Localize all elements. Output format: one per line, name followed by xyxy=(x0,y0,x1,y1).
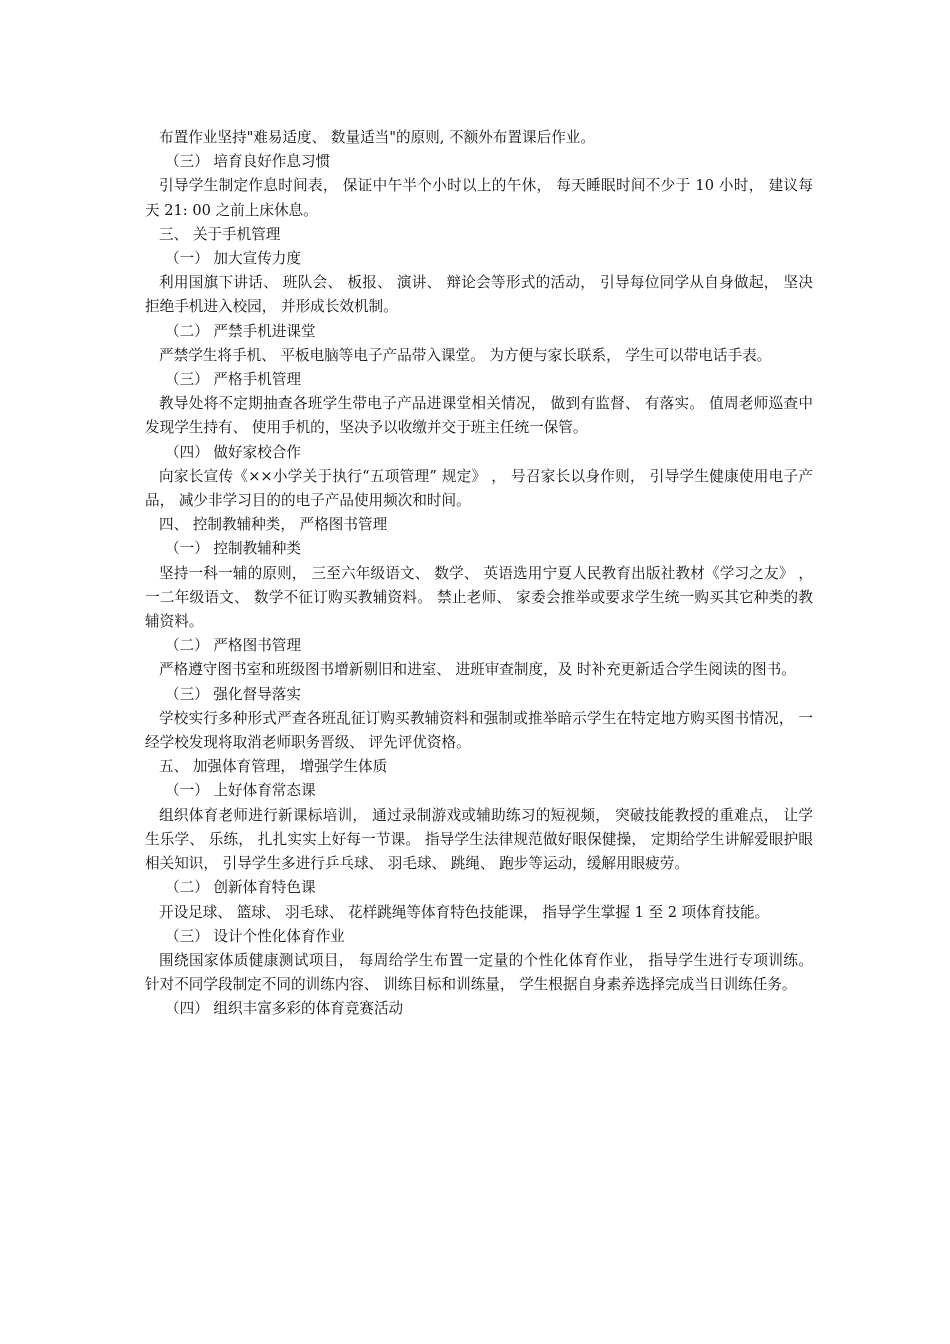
section-heading: 三、 关于手机管理 xyxy=(159,225,281,243)
paragraph: 围绕国家体质健康测试项目， 每周给学生布置一定量的个性化体育作业， 指导学生进行专项训练。 针对不同学段制定不同的训练内容、 训练目标和训练量， 学生根据自身素养选择完成当日训练任务。 xyxy=(145,951,813,994)
subsection-heading: （四） 做好家校合作 xyxy=(165,443,301,461)
paragraph: 开设足球、 篮球、 羽毛球、 花样跳绳等体育特色技能课， 指导学生掌握 1 至 2 项体育技能。 xyxy=(159,903,770,921)
subsection-heading: （三） 严格手机管理 xyxy=(165,371,301,389)
subsection-heading: （一） 控制教辅种类 xyxy=(165,540,301,558)
subsection-heading: （一） 上好体育常态课 xyxy=(165,782,316,800)
subsection-heading: （三） 强化督导落实 xyxy=(165,685,301,703)
subsection-heading: （二） 严禁手机进课堂 xyxy=(165,322,316,340)
subsection-heading: （二） 创新体育特色课 xyxy=(165,879,316,897)
subsection-heading: （三） 培育良好作息习惯 xyxy=(165,153,331,171)
subsection-heading: （一） 加大宣传力度 xyxy=(165,250,301,268)
subsection-heading: （三） 设计个性化体育作业 xyxy=(165,927,345,945)
section-heading: 四、 控制教辅种类， 严格图书管理 xyxy=(159,516,388,534)
paragraph: 学校实行多种形式严查各班乱征订购买教辅资料和强制或推举暗示学生在特定地方购买图书情况， 一经学校发现将取消老师职务晋级、 评先评优资格。 xyxy=(145,709,813,752)
subsection-heading: （二） 严格图书管理 xyxy=(165,637,301,655)
subsection-heading: （四） 组织丰富多彩的体育竞赛活动 xyxy=(165,1000,404,1018)
paragraph: 坚持一科一辅的原则， 三至六年级语文、 数学、 英语选用宁夏人民教育出版社教材《学习之友》 ， 一二年级语文、 数学不征订购买教辅资料。 禁止老师、 家委会推举或要求学生统一购买其它种类的教辅资料。 xyxy=(145,564,813,631)
paragraph: 布置作业坚持"难易适度、 数量适当"的原则, 不额外布置课后作业。 xyxy=(159,129,595,146)
paragraph: 组织体育老师进行新课标培训， 通过录制游戏或辅助练习的短视频， 突破技能教授的重难点， 让学生乐学、 乐练， 扎扎实实上好每一节课。 指导学生法律规范做好眼保健操， 定期给学生讲解爱眼护眼相关知识， 引导学生多进行乒乓球、 羽毛球、 跳绳、 跑步等运动，缓解用眼疲劳。 xyxy=(145,806,813,873)
paragraph: 严禁学生将手机、 平板电脑等电子产品带入课堂。 为方便与家长联系， 学生可以带电话手表。 xyxy=(159,346,772,364)
document-body xyxy=(145,126,813,1022)
paragraph: 严格遵守图书室和班级图书增新剔旧和进室、 进班审查制度，及 时补充更新适合学生阅读的图书。 xyxy=(159,661,796,679)
paragraph: 引导学生制定作息时间表， 保证中午半个小时以上的午休， 每天睡眠时间不少于 10 小时， 建议每天 21: 00 之前上床休息。 xyxy=(145,177,813,219)
section-heading: 五、 加强体育管理， 增强学生体质 xyxy=(159,758,388,776)
paragraph: 向家长宣传《××小学关于执行“五项管理” 规定》 ， 号召家长以身作则， 引导学生健康使用电子产品， 减少非学习目的的电子产品使用频次和时间。 xyxy=(145,467,813,510)
paragraph: 教导处将不定期抽查各班学生带电子产品进课堂相关情况， 做到有监督、 有落实。 值周老师巡查中发现学生持有、 使用手机的，坚决予以收缴并交于班主任统一保管。 xyxy=(145,395,813,437)
paragraph: 利用国旗下讲话、 班队会、 板报、 演讲、 辩论会等形式的活动， 引导每位同学从自身做起， 坚决拒绝手机进入校园， 并形成长效机制。 xyxy=(145,274,813,316)
